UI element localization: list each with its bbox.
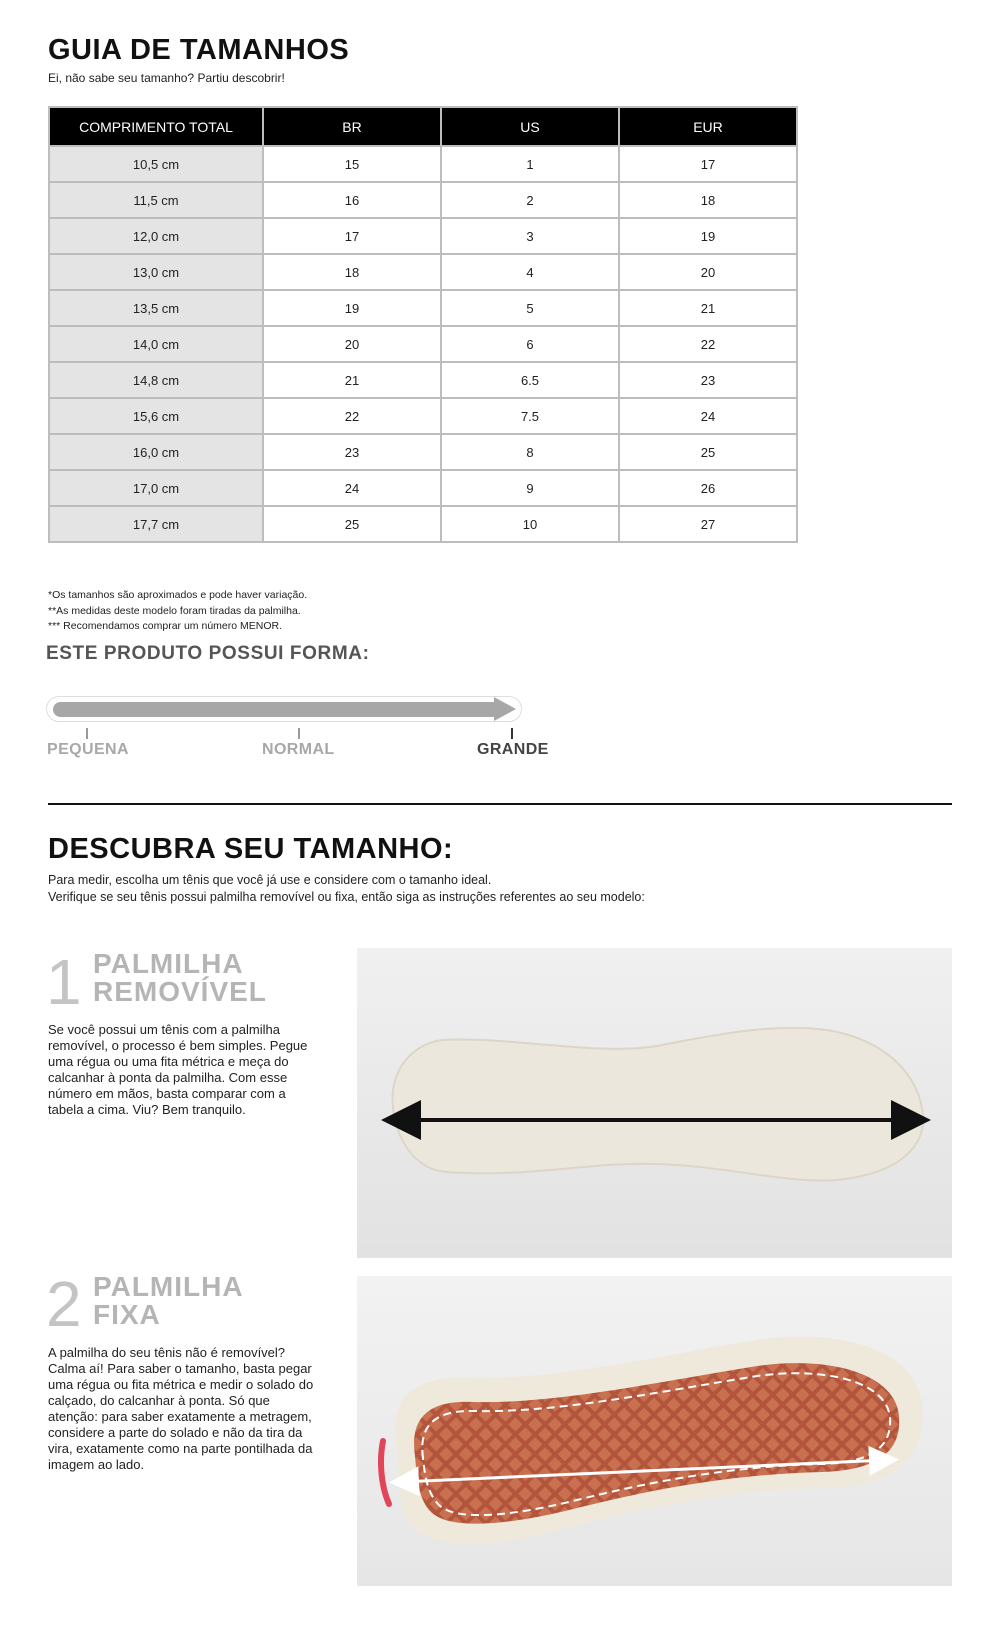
size-notes [48, 588, 307, 635]
cell-us: 3 [441, 218, 619, 254]
step-title-line: FIXA [93, 1299, 161, 1330]
step-title-2 [93, 1273, 244, 1329]
cell-eur: 23 [619, 362, 797, 398]
cell-length: 17,7 cm [49, 506, 263, 542]
cell-length: 10,5 cm [49, 146, 263, 182]
cell-length: 13,0 cm [49, 254, 263, 290]
table-row [49, 290, 797, 326]
cell-us: 5 [441, 290, 619, 326]
cell-br: 21 [263, 362, 441, 398]
scale-tick-pequena [86, 728, 88, 739]
scale-label-grande: GRANDE [477, 741, 549, 758]
cell-br: 17 [263, 218, 441, 254]
page-title: GUIA DE TAMANHOS [48, 34, 350, 66]
cell-eur: 24 [619, 398, 797, 434]
cell-eur: 19 [619, 218, 797, 254]
cell-length: 11,5 cm [49, 182, 263, 218]
table-body [49, 146, 797, 542]
table-row [49, 506, 797, 542]
cell-us: 4 [441, 254, 619, 290]
cell-length: 14,0 cm [49, 326, 263, 362]
cell-eur: 18 [619, 182, 797, 218]
table-row [49, 470, 797, 506]
section-divider [48, 803, 952, 805]
cell-length: 14,8 cm [49, 362, 263, 398]
shape-scale-bar [53, 702, 495, 717]
cell-br: 20 [263, 326, 441, 362]
table-row [49, 326, 797, 362]
cell-br: 15 [263, 146, 441, 182]
cell-br: 18 [263, 254, 441, 290]
scale-label-normal: NORMAL [262, 741, 335, 758]
table-row [49, 146, 797, 182]
cell-us: 2 [441, 182, 619, 218]
cell-br: 24 [263, 470, 441, 506]
cell-br: 22 [263, 398, 441, 434]
cell-us: 7.5 [441, 398, 619, 434]
arrow-right-icon [494, 697, 516, 721]
shape-title: ESTE PRODUTO POSSUI FORMA: [46, 643, 370, 664]
column-header-length: COMPRIMENTO TOTAL [49, 107, 263, 146]
fixed-insole-sole-photo [357, 1276, 952, 1586]
cell-eur: 22 [619, 326, 797, 362]
table-row [49, 182, 797, 218]
discover-intro [48, 872, 645, 906]
cell-us: 6 [441, 326, 619, 362]
table-row [49, 362, 797, 398]
cell-eur: 20 [619, 254, 797, 290]
table-row [49, 434, 797, 470]
cell-br: 23 [263, 434, 441, 470]
cell-length: 12,0 cm [49, 218, 263, 254]
table-row [49, 398, 797, 434]
column-header-br: BR [263, 107, 441, 146]
discover-intro-line: Verifique se seu tênis possui palmilha removível ou fixa, então siga as instruções referentes ao seu modelo: [48, 890, 645, 904]
sole-illustration [357, 1276, 952, 1586]
step-body-2: A palmilha do seu tênis não é removível? Calma aí! Para saber o tamanho, basta pegar uma régua ou fita métrica e medir o solado do calçado, do calcanhar à ponta. Só que atenção: para saber exatamente a metragem, considere a parte do solado e não da tira da vira, exatamente como na parte pontilhada da imagem ao lado. [48, 1345, 314, 1472]
step-number-2: 2 [46, 1268, 82, 1340]
table-row [49, 218, 797, 254]
discover-intro-line: Para medir, escolha um tênis que você já use e considere com o tamanho ideal. [48, 873, 492, 887]
table-header-row [49, 107, 797, 146]
step-title-line: PALMILHA [93, 1271, 244, 1302]
cell-eur: 21 [619, 290, 797, 326]
cell-length: 13,5 cm [49, 290, 263, 326]
scale-label-pequena: PEQUENA [47, 741, 129, 758]
cell-us: 1 [441, 146, 619, 182]
removable-insole-photo [357, 948, 952, 1258]
step-title-line: REMOVÍVEL [93, 976, 267, 1007]
note-line: **As medidas deste modelo foram tiradas da palmilha. [48, 604, 301, 617]
cell-us: 8 [441, 434, 619, 470]
cell-eur: 17 [619, 146, 797, 182]
column-header-us: US [441, 107, 619, 146]
step-title-line: PALMILHA [93, 948, 244, 979]
discover-title: DESCUBRA SEU TAMANHO: [48, 833, 454, 865]
cell-br: 19 [263, 290, 441, 326]
cell-length: 16,0 cm [49, 434, 263, 470]
table-row [49, 254, 797, 290]
cell-eur: 25 [619, 434, 797, 470]
size-table [48, 106, 798, 543]
column-header-eur: EUR [619, 107, 797, 146]
scale-tick-normal [298, 728, 300, 739]
step-title-1 [93, 950, 267, 1006]
cell-br: 25 [263, 506, 441, 542]
page-subtitle: Ei, não sabe seu tamanho? Partiu descobrir! [48, 71, 285, 85]
cell-us: 9 [441, 470, 619, 506]
cell-eur: 27 [619, 506, 797, 542]
note-line: *** Recomendamos comprar um número MENOR. [48, 620, 282, 632]
cell-eur: 26 [619, 470, 797, 506]
cell-br: 16 [263, 182, 441, 218]
cell-us: 6.5 [441, 362, 619, 398]
step-body-1: Se você possui um tênis com a palmilha removível, o processo é bem simples. Pegue uma régua ou uma fita métrica e meça do calcanhar à ponta da palmilha. Com esse número em mãos, basta comparar com a tabela a cima. Viu? Bem tranquilo. [48, 1022, 308, 1117]
cell-us: 10 [441, 506, 619, 542]
scale-tick-grande [511, 728, 513, 739]
cell-length: 15,6 cm [49, 398, 263, 434]
insole-illustration [357, 948, 952, 1258]
note-line: *Os tamanhos são aproximados e pode haver variação. [48, 589, 308, 601]
cell-length: 17,0 cm [49, 470, 263, 506]
step-number-1: 1 [46, 946, 82, 1018]
